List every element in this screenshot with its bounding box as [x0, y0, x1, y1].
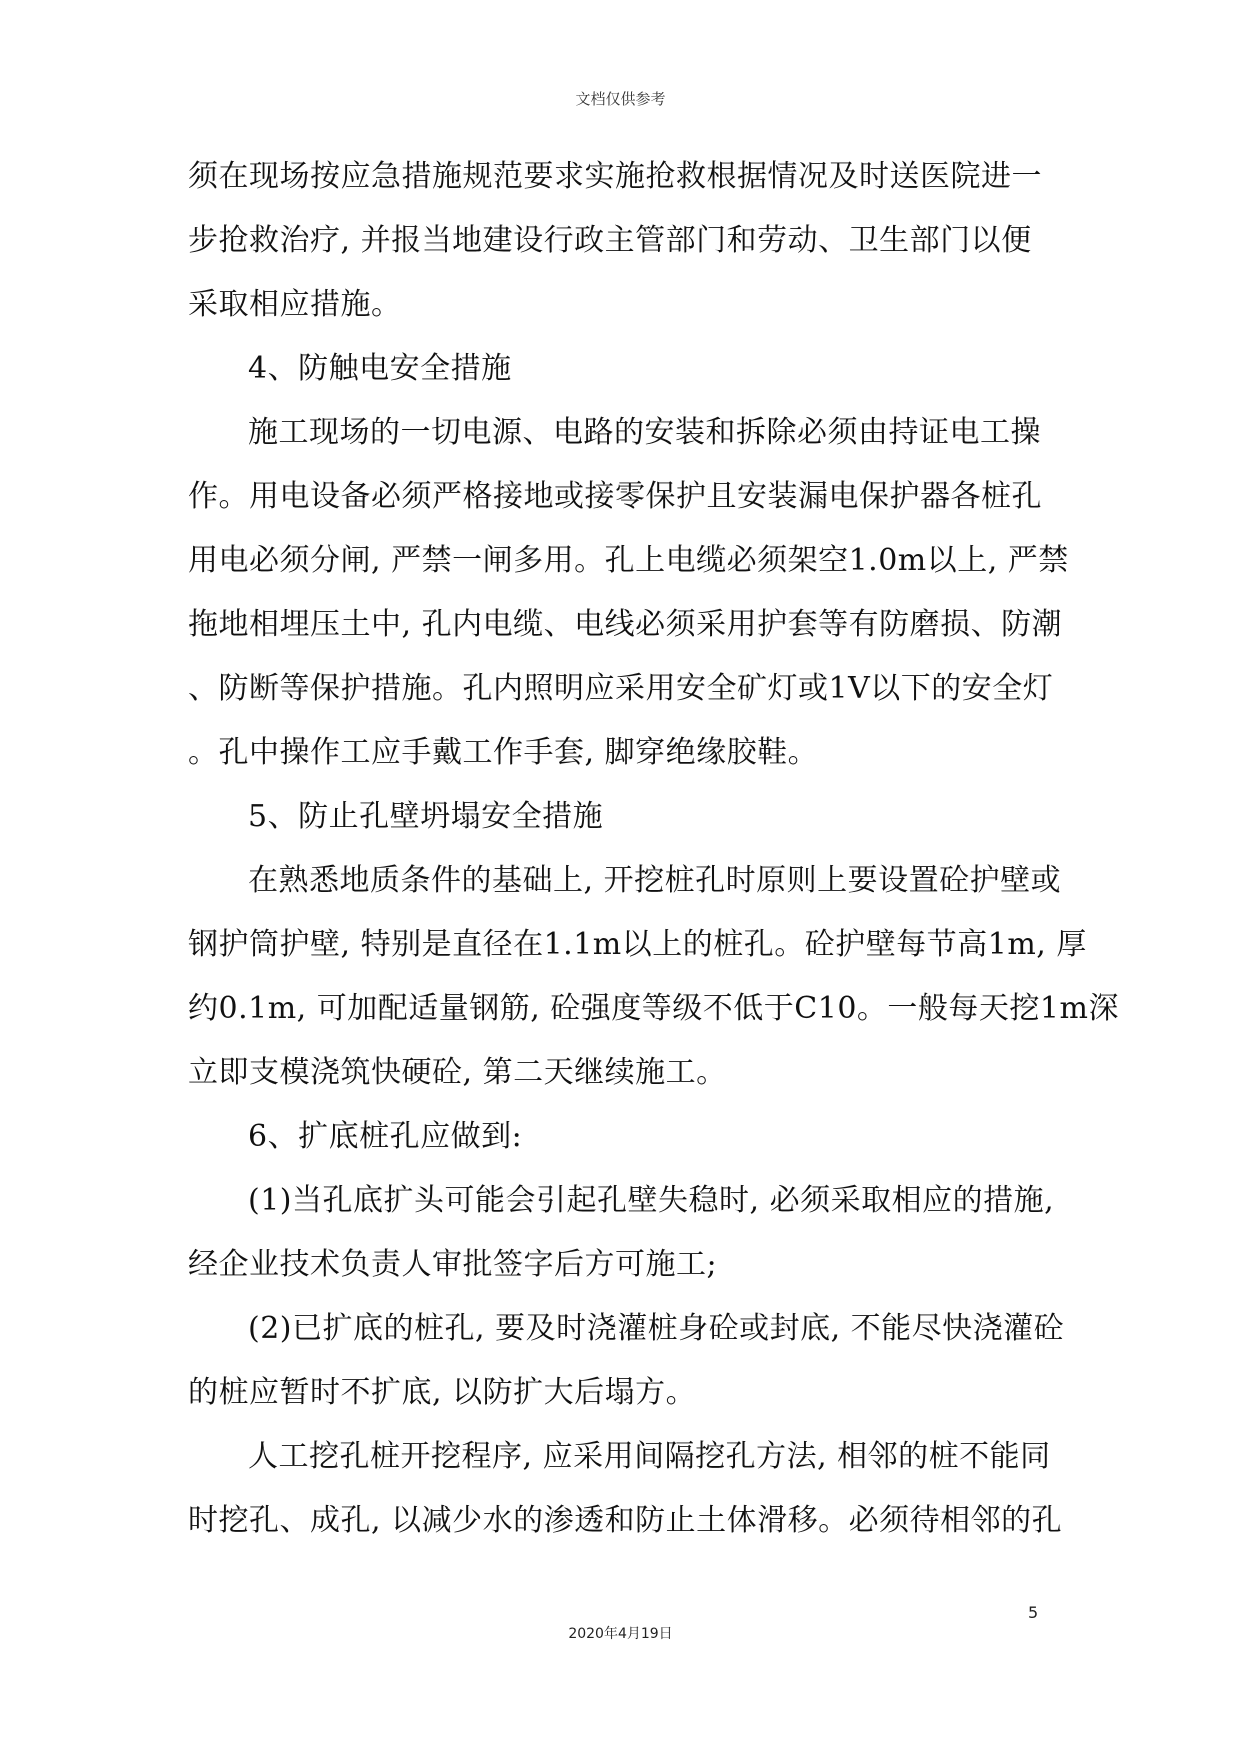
paragraph-line: 用电必须分闸, 严禁一闸多用。孔上电缆必须架空1.0m以上, 严禁 — [188, 543, 1069, 578]
page-footer-date: 2020年4月19日 — [568, 1626, 673, 1642]
paragraph-line: 步抢救治疗, 并报当地建设行政主管部门和劳动、卫生部门以便 — [188, 223, 1032, 258]
paragraph-line: 的桩应暂时不扩底, 以防扩大后塌方。 — [188, 1375, 697, 1410]
paragraph-line: 、防断等保护措施。孔内照明应采用安全矿灯或1V以下的安全灯 — [188, 671, 1054, 706]
list-item: (1)当孔底扩头可能会引起孔壁失稳时, 必须采取相应的措施, — [248, 1183, 1055, 1218]
paragraph-line: 。孔中操作工应手戴工作手套, 脚穿绝缘胶鞋。 — [188, 735, 819, 770]
page-header: 文档仅供参考 — [575, 90, 666, 108]
paragraph-line: 施工现场的一切电源、电路的安装和拆除必须由持证电工操 — [248, 415, 1041, 450]
section-heading: 4、防触电安全措施 — [248, 351, 512, 386]
paragraph-line: 立即支模浇筑快硬砼, 第二天继续施工。 — [188, 1055, 727, 1090]
section-heading: 6、扩底桩孔应做到: — [248, 1119, 523, 1154]
paragraph-line: 人工挖孔桩开挖程序, 应采用间隔挖孔方法, 相邻的桩不能同 — [248, 1439, 1051, 1474]
paragraph-line: 作。用电设备必须严格接地或接零保护且安装漏电保护器各桩孔 — [188, 479, 1042, 514]
paragraph-line: 在熟悉地质条件的基础上, 开挖桩孔时原则上要设置砼护壁或 — [248, 863, 1062, 898]
paragraph-line: 须在现场按应急措施规范要求实施抢救根据情况及时送医院进一 — [188, 159, 1042, 194]
paragraph-line: 经企业技术负责人审批签字后方可施工; — [188, 1247, 718, 1282]
list-item: (2)已扩底的桩孔, 要及时浇灌桩身砼或封底, 不能尽快浇灌砼 — [248, 1311, 1065, 1346]
paragraph-line: 约0.1m, 可加配适量钢筋, 砼强度等级不低于C10。一般每天挖1m深 — [188, 991, 1119, 1026]
section-heading: 5、防止孔壁坍塌安全措施 — [248, 799, 604, 834]
page-number: 5 — [1028, 1603, 1039, 1622]
paragraph-line: 时挖孔、成孔, 以减少水的渗透和防止土体滑移。必须待相邻的孔 — [188, 1503, 1063, 1538]
paragraph-line: 采取相应措施。 — [188, 287, 402, 322]
paragraph-line: 拖地相埋压土中, 孔内电缆、电线必须采用护套等有防磨损、防潮 — [188, 607, 1063, 642]
body-text — [188, 145, 1119, 1553]
paragraph-line: 钢护筒护壁, 特别是直径在1.1m以上的桩孔。砼护壁每节高1m, 厚 — [188, 927, 1087, 962]
